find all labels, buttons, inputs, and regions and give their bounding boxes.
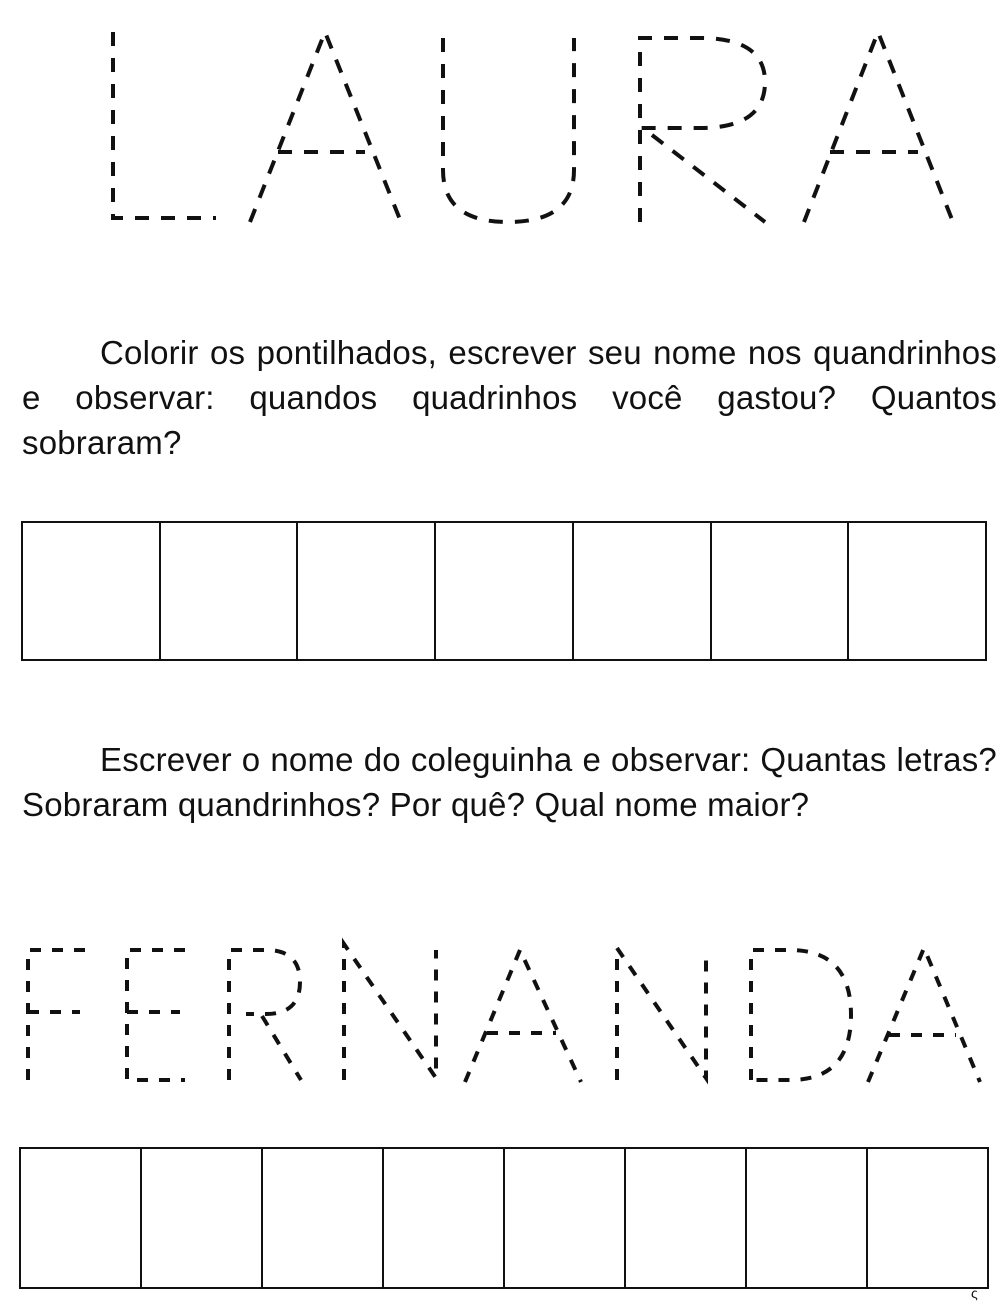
writing-box[interactable] [263,1149,384,1287]
dotted-letter-a-2 [804,32,953,222]
dotted-letter-d [751,950,851,1080]
dotted-letter-r [229,950,301,1080]
writing-box[interactable] [298,523,436,659]
page-mark: ς [971,1285,978,1301]
writing-box[interactable] [747,1149,868,1287]
traced-name-laura [0,0,1007,250]
writing-box[interactable] [21,1149,142,1287]
writing-box[interactable] [142,1149,263,1287]
dotted-letter-f [28,950,86,1080]
name-writing-boxes-2 [19,1147,989,1289]
writing-box[interactable] [161,523,299,659]
writing-box[interactable] [712,523,850,659]
writing-box[interactable] [626,1149,747,1287]
writing-box[interactable] [868,1149,987,1287]
dotted-letter-u [443,38,574,222]
dotted-letter-l [113,32,216,218]
instruction-text-1: Colorir os pontilhados, escrever seu nome nos quandrinhos e observar: quandos quadrinhos você gastou? Quantos sobraram? [22,334,997,461]
writing-box[interactable] [505,1149,626,1287]
dotted-letter-a-2 [868,948,980,1082]
writing-box[interactable] [436,523,574,659]
dotted-letter-a-1 [250,32,401,222]
dotted-letter-e [127,950,185,1080]
instruction-text-2: Escrever o nome do coleguinha e observar: Quantas letras? Sobraram quandrinhos? Por quê? Qual nome maior? [22,741,997,823]
traced-name-fernanda [0,930,1007,1100]
dotted-letter-r [640,38,765,222]
dotted-letter-a-1 [465,950,581,1082]
writing-box[interactable] [23,523,161,659]
writing-box[interactable] [849,523,985,659]
dotted-letter-n-2 [617,948,706,1080]
name-writing-boxes-1 [21,521,987,661]
writing-box[interactable] [384,1149,505,1287]
dotted-letter-n-1 [344,944,436,1080]
writing-box[interactable] [574,523,712,659]
